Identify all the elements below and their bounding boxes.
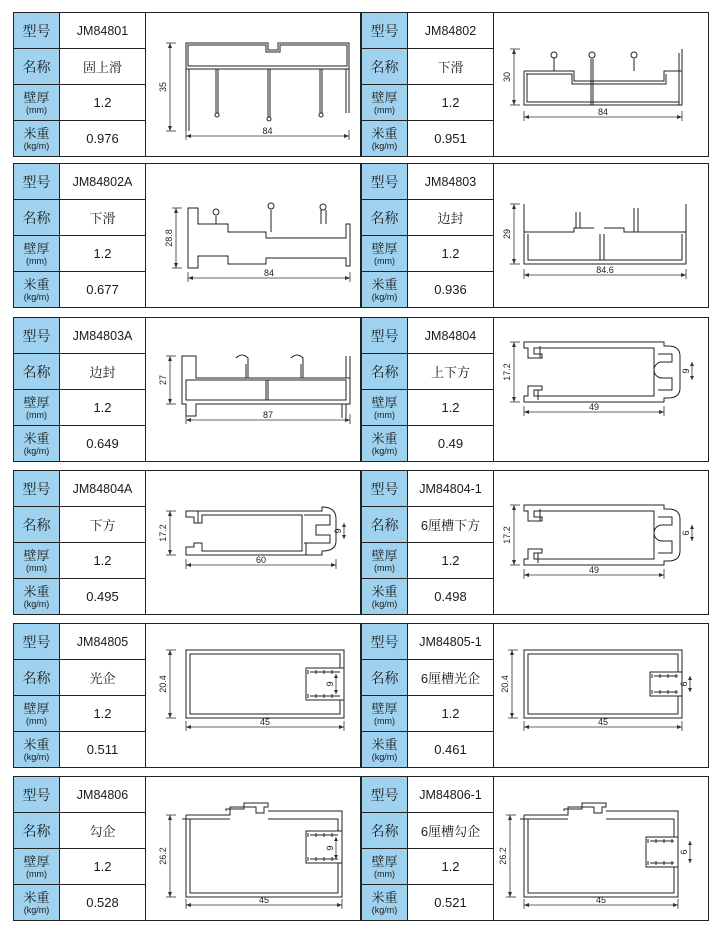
name-value: 边封 xyxy=(408,200,493,236)
height-dimension-label: 35 xyxy=(158,81,168,93)
wall-thickness-unit: (mm) xyxy=(26,868,47,879)
wall-thickness-value: 1.2 xyxy=(60,390,145,426)
model-value: JM84802 xyxy=(408,13,493,49)
name-label: 名称 xyxy=(14,813,59,849)
name-value: 上下方 xyxy=(408,354,493,390)
wall-thickness-value: 1.2 xyxy=(60,85,145,121)
wall-thickness-value: 1.2 xyxy=(60,236,145,272)
profile-cross-section-drawing xyxy=(494,777,708,920)
height-dimension-label: 28.8 xyxy=(164,229,174,247)
slot-dimension-label: 9 xyxy=(681,368,691,374)
label-column xyxy=(14,164,60,307)
name-value: 光企 xyxy=(60,660,145,696)
weight-label-text: 米重 xyxy=(371,889,398,905)
weight-unit: (kg/m) xyxy=(23,598,50,609)
height-dimension-label: 17.2 xyxy=(158,524,168,542)
width-dimension-label: 60 xyxy=(255,555,267,565)
model-value: JM84804 xyxy=(408,318,493,354)
wall-thickness-unit: (mm) xyxy=(26,255,47,266)
profile-cross-section-drawing xyxy=(494,164,708,307)
name-label: 名称 xyxy=(362,813,407,849)
width-dimension-label: 84 xyxy=(597,107,609,117)
width-dimension-label: 84 xyxy=(263,268,275,278)
label-column xyxy=(14,777,60,920)
profile-card xyxy=(361,470,709,615)
profile-card xyxy=(13,470,361,615)
name-value: 下滑 xyxy=(408,49,493,85)
name-value: 6厘槽勾企 xyxy=(408,813,493,849)
profile-card xyxy=(13,623,361,768)
profile-cross-section-drawing xyxy=(146,318,360,461)
weight-value: 0.495 xyxy=(86,589,119,604)
name-value: 6厘槽下方 xyxy=(408,507,493,543)
weight-unit: (kg/m) xyxy=(371,904,398,915)
width-dimension-label: 49 xyxy=(588,402,600,412)
weight-unit: (kg/m) xyxy=(371,751,398,762)
weight-label xyxy=(14,272,59,307)
wall-thickness-label-text: 壁厚 xyxy=(23,240,50,256)
name-label: 名称 xyxy=(362,507,407,543)
profile-cross-section-drawing xyxy=(146,624,360,767)
name-label: 名称 xyxy=(14,507,59,543)
weight-unit: (kg/m) xyxy=(371,140,398,151)
model-label: 型号 xyxy=(14,777,59,813)
label-column xyxy=(14,13,60,156)
width-dimension-label: 84 xyxy=(262,126,273,136)
model-value: JM84806 xyxy=(60,777,145,813)
height-dimension-label: 30 xyxy=(502,71,512,83)
model-value: JM84806-1 xyxy=(408,777,493,813)
model-label: 型号 xyxy=(362,624,407,660)
weight-value: 0.498 xyxy=(434,589,467,604)
value-column xyxy=(408,13,494,156)
model-label: 型号 xyxy=(362,777,407,813)
wall-thickness-unit: (mm) xyxy=(26,562,47,573)
width-dimension-label: 45 xyxy=(595,895,607,905)
profile-card xyxy=(361,317,709,462)
value-column xyxy=(60,624,146,767)
label-column xyxy=(362,471,408,614)
wall-thickness-value: 1.2 xyxy=(408,236,493,272)
wall-thickness-value: 1.2 xyxy=(60,849,145,885)
profile-card xyxy=(361,623,709,768)
label-column xyxy=(14,471,60,614)
name-label: 名称 xyxy=(362,49,407,85)
name-value: 边封 xyxy=(60,354,145,390)
weight-label xyxy=(14,579,59,614)
weight-value: 0.936 xyxy=(434,282,467,297)
weight-label xyxy=(362,885,407,920)
height-dimension-label: 20.4 xyxy=(158,675,168,693)
wall-thickness-label-text: 壁厚 xyxy=(23,394,50,410)
wall-thickness-value: 1.2 xyxy=(408,543,493,579)
value-column xyxy=(60,471,146,614)
label-column xyxy=(362,164,408,307)
weight-label-text: 米重 xyxy=(371,583,398,599)
weight-label xyxy=(362,272,407,307)
weight-value: 0.511 xyxy=(86,742,119,757)
name-label: 名称 xyxy=(362,200,407,236)
width-dimension-label: 87 xyxy=(262,410,274,420)
wall-thickness-value: 1.2 xyxy=(408,390,493,426)
wall-thickness-unit: (mm) xyxy=(26,715,47,726)
wall-thickness-label xyxy=(14,390,59,426)
name-label: 名称 xyxy=(14,354,59,390)
profile-card xyxy=(361,12,709,157)
profile-card xyxy=(13,12,361,157)
width-dimension-label: 45 xyxy=(259,717,271,727)
weight-unit: (kg/m) xyxy=(23,291,50,302)
name-label: 名称 xyxy=(14,200,59,236)
name-value: 固上滑 xyxy=(60,49,145,85)
model-label: 型号 xyxy=(362,13,407,49)
value-column xyxy=(408,624,494,767)
weight-label-text: 米重 xyxy=(23,276,50,292)
name-label: 名称 xyxy=(14,49,59,85)
model-label: 型号 xyxy=(14,471,59,507)
width-dimension-label: 45 xyxy=(258,895,270,905)
wall-thickness-unit: (mm) xyxy=(26,409,47,420)
model-label: 型号 xyxy=(14,13,59,49)
weight-label-text: 米重 xyxy=(371,736,398,752)
weight-label xyxy=(362,579,407,614)
profile-card xyxy=(13,163,361,308)
weight-label-text: 米重 xyxy=(371,430,398,446)
weight-label xyxy=(362,732,407,767)
weight-label xyxy=(14,732,59,767)
slot-dimension-label: 6 xyxy=(679,849,689,855)
profile-card xyxy=(361,776,709,921)
weight-unit: (kg/m) xyxy=(23,751,50,762)
weight-label-text: 米重 xyxy=(23,430,50,446)
weight-label-text: 米重 xyxy=(23,736,50,752)
wall-thickness-unit: (mm) xyxy=(374,409,395,420)
weight-unit: (kg/m) xyxy=(23,140,50,151)
profile-cross-section-drawing xyxy=(146,777,360,920)
slot-dimension-label: 6 xyxy=(681,530,691,536)
label-column xyxy=(14,624,60,767)
wall-thickness-value: 1.2 xyxy=(408,849,493,885)
label-column xyxy=(14,318,60,461)
label-column xyxy=(362,777,408,920)
profile-cross-section-drawing xyxy=(146,13,360,156)
profile-cross-section-drawing xyxy=(494,624,708,767)
weight-label-text: 米重 xyxy=(23,583,50,599)
label-column xyxy=(362,318,408,461)
weight-value: 0.461 xyxy=(434,742,467,757)
wall-thickness-label-text: 壁厚 xyxy=(371,700,398,716)
width-dimension-label: 45 xyxy=(597,717,609,727)
profile-cross-section-drawing xyxy=(494,13,708,156)
height-dimension-label: 17.2 xyxy=(502,526,512,544)
value-column xyxy=(60,164,146,307)
wall-thickness-label xyxy=(14,543,59,579)
model-label: 型号 xyxy=(362,318,407,354)
weight-label xyxy=(362,121,407,156)
weight-label xyxy=(14,426,59,461)
wall-thickness-label-text: 壁厚 xyxy=(23,89,50,105)
wall-thickness-label-text: 壁厚 xyxy=(371,853,398,869)
name-value: 下滑 xyxy=(60,200,145,236)
width-dimension-label: 49 xyxy=(588,565,600,575)
slot-dimension-label: 9 xyxy=(333,528,343,534)
height-dimension-label: 26.2 xyxy=(158,847,168,865)
profile-card xyxy=(13,776,361,921)
wall-thickness-label xyxy=(14,849,59,885)
value-column xyxy=(408,471,494,614)
wall-thickness-label xyxy=(362,390,407,426)
wall-thickness-label-text: 壁厚 xyxy=(23,700,50,716)
profile-card xyxy=(361,163,709,308)
value-column xyxy=(60,318,146,461)
weight-value: 0.976 xyxy=(86,131,119,146)
wall-thickness-label xyxy=(14,696,59,732)
weight-unit: (kg/m) xyxy=(371,445,398,456)
model-value: JM84804-1 xyxy=(408,471,493,507)
label-column xyxy=(362,13,408,156)
height-dimension-label: 26.2 xyxy=(498,847,508,865)
wall-thickness-label xyxy=(14,85,59,121)
width-dimension-label: 84.6 xyxy=(596,265,614,275)
model-label: 型号 xyxy=(362,164,407,200)
weight-label-text: 米重 xyxy=(371,125,398,141)
wall-thickness-unit: (mm) xyxy=(374,255,395,266)
wall-thickness-unit: (mm) xyxy=(374,562,395,573)
wall-thickness-value: 1.2 xyxy=(60,696,145,732)
wall-thickness-label-text: 壁厚 xyxy=(371,547,398,563)
wall-thickness-unit: (mm) xyxy=(26,104,47,115)
wall-thickness-label-text: 壁厚 xyxy=(371,240,398,256)
wall-thickness-value: 1.2 xyxy=(408,696,493,732)
weight-value: 0.528 xyxy=(86,895,119,910)
model-label: 型号 xyxy=(14,624,59,660)
wall-thickness-unit: (mm) xyxy=(374,868,395,879)
model-value: JM84803A xyxy=(60,318,145,354)
label-column xyxy=(362,624,408,767)
value-column xyxy=(60,13,146,156)
slot-dimension-label: 9 xyxy=(325,845,335,851)
model-value: JM84802A xyxy=(60,164,145,200)
profile-card xyxy=(13,317,361,462)
model-value: JM84801 xyxy=(60,13,145,49)
profile-cross-section-drawing xyxy=(146,164,360,307)
weight-unit: (kg/m) xyxy=(371,598,398,609)
wall-thickness-unit: (mm) xyxy=(374,715,395,726)
wall-thickness-label xyxy=(362,236,407,272)
value-column xyxy=(60,777,146,920)
name-label: 名称 xyxy=(14,660,59,696)
wall-thickness-label xyxy=(362,696,407,732)
profile-cross-section-drawing xyxy=(146,471,360,614)
weight-unit: (kg/m) xyxy=(23,445,50,456)
wall-thickness-label-text: 壁厚 xyxy=(23,853,50,869)
slot-dimension-label: 6 xyxy=(679,681,689,687)
value-column xyxy=(408,777,494,920)
model-label: 型号 xyxy=(14,164,59,200)
height-dimension-label: 17.2 xyxy=(502,363,512,381)
profile-cross-section-drawing xyxy=(494,471,708,614)
name-value: 勾企 xyxy=(60,813,145,849)
weight-unit: (kg/m) xyxy=(371,291,398,302)
model-label: 型号 xyxy=(362,471,407,507)
weight-unit: (kg/m) xyxy=(23,904,50,915)
height-dimension-label: 29 xyxy=(502,228,512,240)
weight-label xyxy=(362,426,407,461)
model-value: JM84804A xyxy=(60,471,145,507)
model-label: 型号 xyxy=(14,318,59,354)
wall-thickness-label xyxy=(14,236,59,272)
wall-thickness-value: 1.2 xyxy=(408,85,493,121)
model-value: JM84803 xyxy=(408,164,493,200)
height-dimension-label: 27 xyxy=(158,374,168,386)
weight-label-text: 米重 xyxy=(23,889,50,905)
weight-label xyxy=(14,121,59,156)
model-value: JM84805 xyxy=(60,624,145,660)
wall-thickness-value: 1.2 xyxy=(60,543,145,579)
wall-thickness-label xyxy=(362,849,407,885)
weight-value: 0.649 xyxy=(86,436,119,451)
profile-cross-section-drawing xyxy=(494,318,708,461)
wall-thickness-label xyxy=(362,85,407,121)
wall-thickness-unit: (mm) xyxy=(374,104,395,115)
weight-value: 0.677 xyxy=(86,282,119,297)
weight-label-text: 米重 xyxy=(371,276,398,292)
weight-label-text: 米重 xyxy=(23,125,50,141)
model-value: JM84805-1 xyxy=(408,624,493,660)
value-column xyxy=(408,164,494,307)
wall-thickness-label xyxy=(362,543,407,579)
weight-value: 0.521 xyxy=(434,895,467,910)
weight-label xyxy=(14,885,59,920)
weight-value: 0.49 xyxy=(437,436,464,451)
wall-thickness-label-text: 壁厚 xyxy=(371,89,398,105)
name-value: 6厘槽光企 xyxy=(408,660,493,696)
wall-thickness-label-text: 壁厚 xyxy=(371,394,398,410)
height-dimension-label: 20.4 xyxy=(500,675,510,693)
wall-thickness-label-text: 壁厚 xyxy=(23,547,50,563)
slot-dimension-label: 9 xyxy=(325,681,335,687)
value-column xyxy=(408,318,494,461)
name-value: 下方 xyxy=(60,507,145,543)
name-label: 名称 xyxy=(362,354,407,390)
weight-value: 0.951 xyxy=(434,131,467,146)
name-label: 名称 xyxy=(362,660,407,696)
